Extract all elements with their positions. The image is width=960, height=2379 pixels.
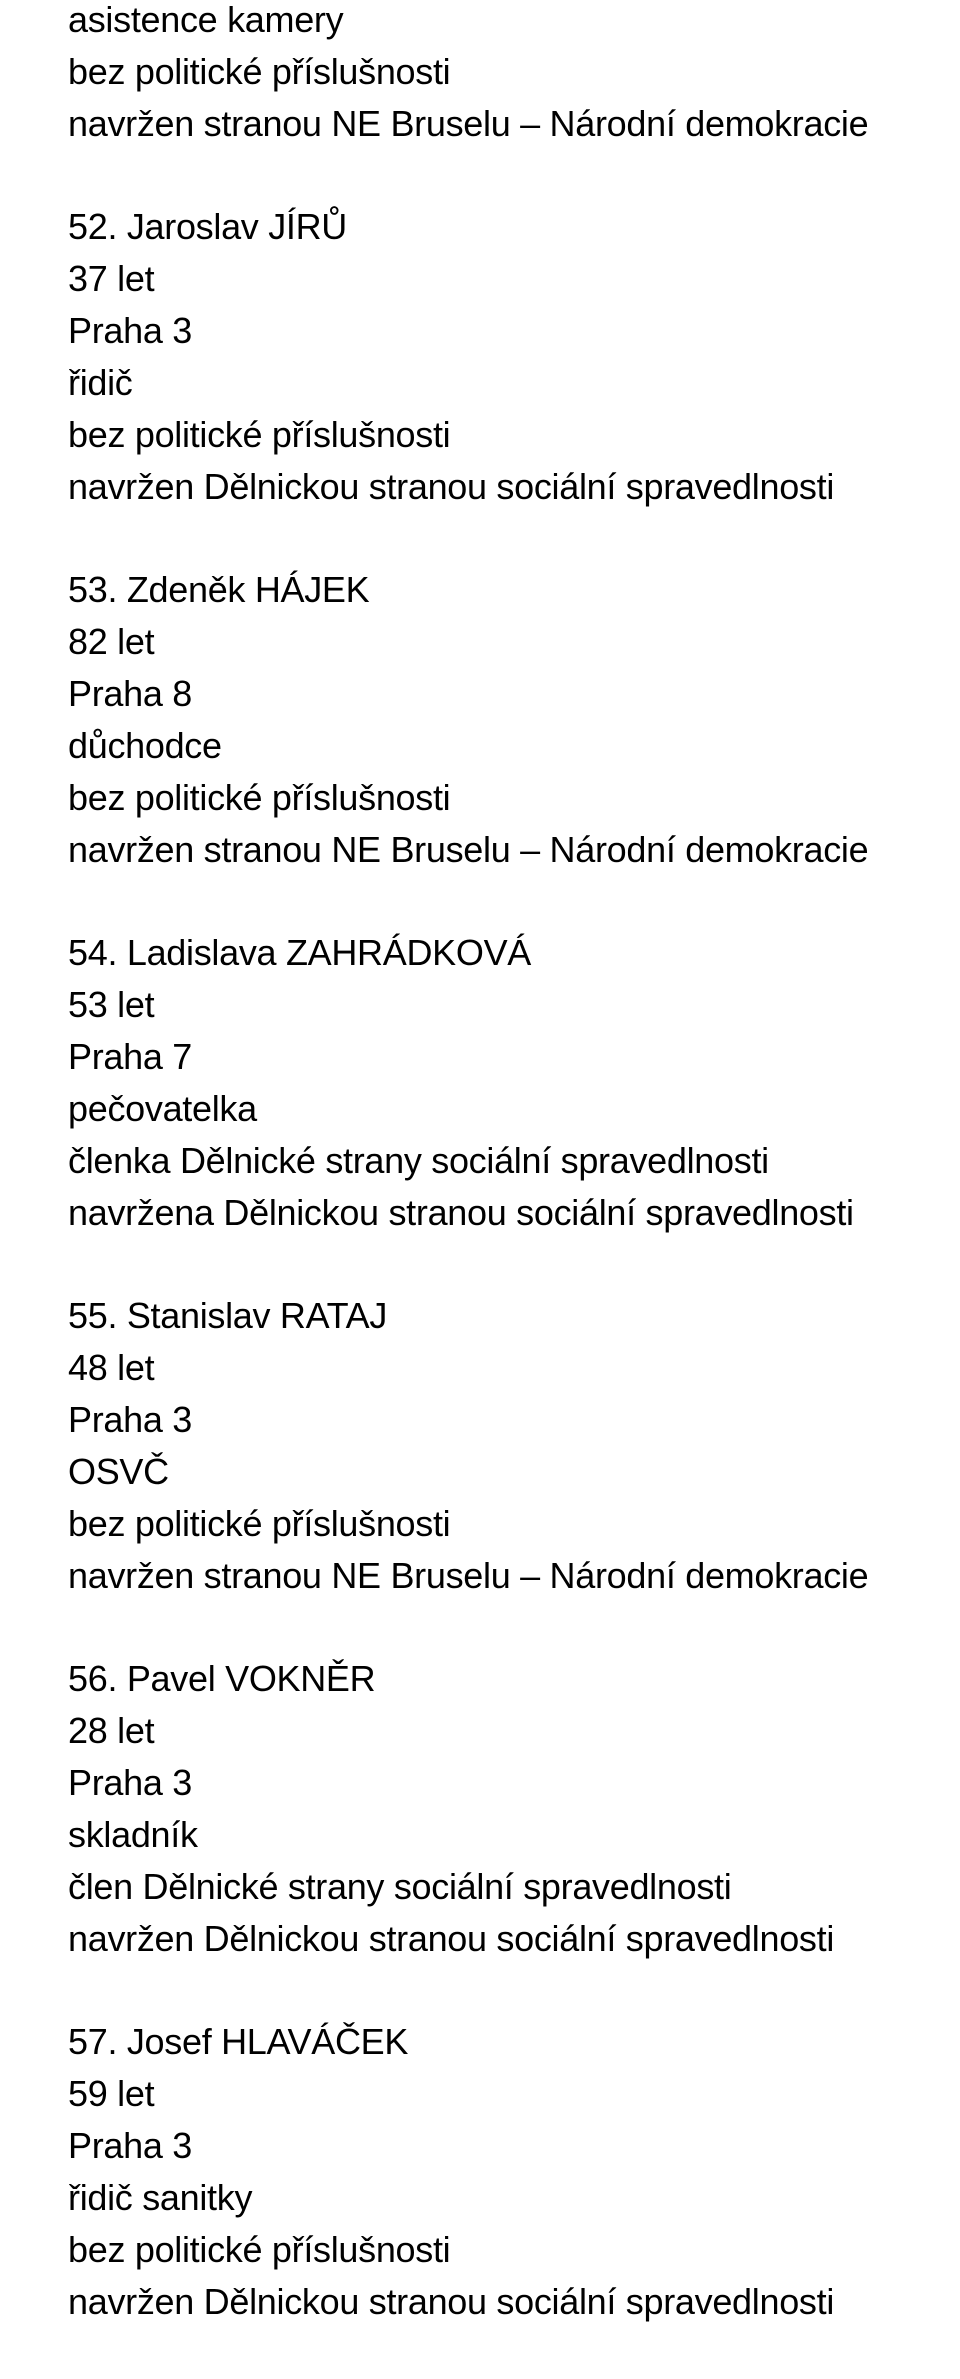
residence-line: Praha 3: [68, 2125, 192, 2166]
candidate-heading: 53. Zdeněk HÁJEK: [68, 569, 370, 610]
candidate-entry-56: [68, 1653, 948, 1965]
previous-candidate-fragment: [68, 0, 948, 150]
candidate-entry-52: [68, 201, 948, 513]
affiliation-line: bez politické příslušnosti: [68, 414, 451, 455]
occupation-line: řidič: [68, 362, 133, 403]
candidate-entry-55: [68, 1290, 948, 1602]
residence-line: Praha 3: [68, 1762, 192, 1803]
candidate-heading: 56. Pavel VOKNĚR: [68, 1658, 376, 1699]
age-line: 28 let: [68, 1710, 155, 1751]
nomination-line: navržen Dělnickou stranou sociální spravedlnosti: [68, 1918, 835, 1959]
candidate-entry-54: [68, 927, 948, 1239]
age-line: 37 let: [68, 258, 155, 299]
affiliation-line: bez politické příslušnosti: [68, 51, 451, 92]
residence-line: Praha 8: [68, 673, 192, 714]
candidate-entry-57: [68, 2016, 948, 2328]
affiliation-line: bez politické příslušnosti: [68, 777, 451, 818]
candidate-entry-53: [68, 564, 948, 876]
occupation-line: asistence kamery: [68, 0, 344, 40]
residence-line: Praha 7: [68, 1036, 192, 1077]
nomination-line: navržen stranou NE Bruselu – Národní demokracie: [68, 103, 869, 144]
candidate-heading: 57. Josef HLAVÁČEK: [68, 2021, 409, 2062]
affiliation-line: bez politické příslušnosti: [68, 2229, 451, 2270]
affiliation-line: člen Dělnické strany sociální spravedlnosti: [68, 1866, 732, 1907]
candidate-heading: 52. Jaroslav JÍRŮ: [68, 206, 347, 247]
nomination-line: navržen Dělnickou stranou sociální spravedlnosti: [68, 2281, 835, 2322]
occupation-line: skladník: [68, 1814, 198, 1855]
nomination-line: navržena Dělnickou stranou sociální spravedlnosti: [68, 1192, 854, 1233]
nomination-line: navržen stranou NE Bruselu – Národní demokracie: [68, 829, 869, 870]
affiliation-line: bez politické příslušnosti: [68, 1503, 451, 1544]
nomination-line: navržen Dělnickou stranou sociální spravedlnosti: [68, 466, 835, 507]
age-line: 53 let: [68, 984, 155, 1025]
affiliation-line: členka Dělnické strany sociální spravedlnosti: [68, 1140, 769, 1181]
residence-line: Praha 3: [68, 1399, 192, 1440]
age-line: 48 let: [68, 1347, 155, 1388]
candidate-list-document: [68, 0, 948, 2328]
residence-line: Praha 3: [68, 310, 192, 351]
age-line: 82 let: [68, 621, 155, 662]
occupation-line: pečovatelka: [68, 1088, 257, 1129]
occupation-line: důchodce: [68, 725, 222, 766]
nomination-line: navržen stranou NE Bruselu – Národní demokracie: [68, 1555, 869, 1596]
candidate-heading: 54. Ladislava ZAHRÁDKOVÁ: [68, 932, 531, 973]
occupation-line: OSVČ: [68, 1451, 169, 1492]
candidate-heading: 55. Stanislav RATAJ: [68, 1295, 388, 1336]
occupation-line: řidič sanitky: [68, 2177, 253, 2218]
age-line: 59 let: [68, 2073, 155, 2114]
